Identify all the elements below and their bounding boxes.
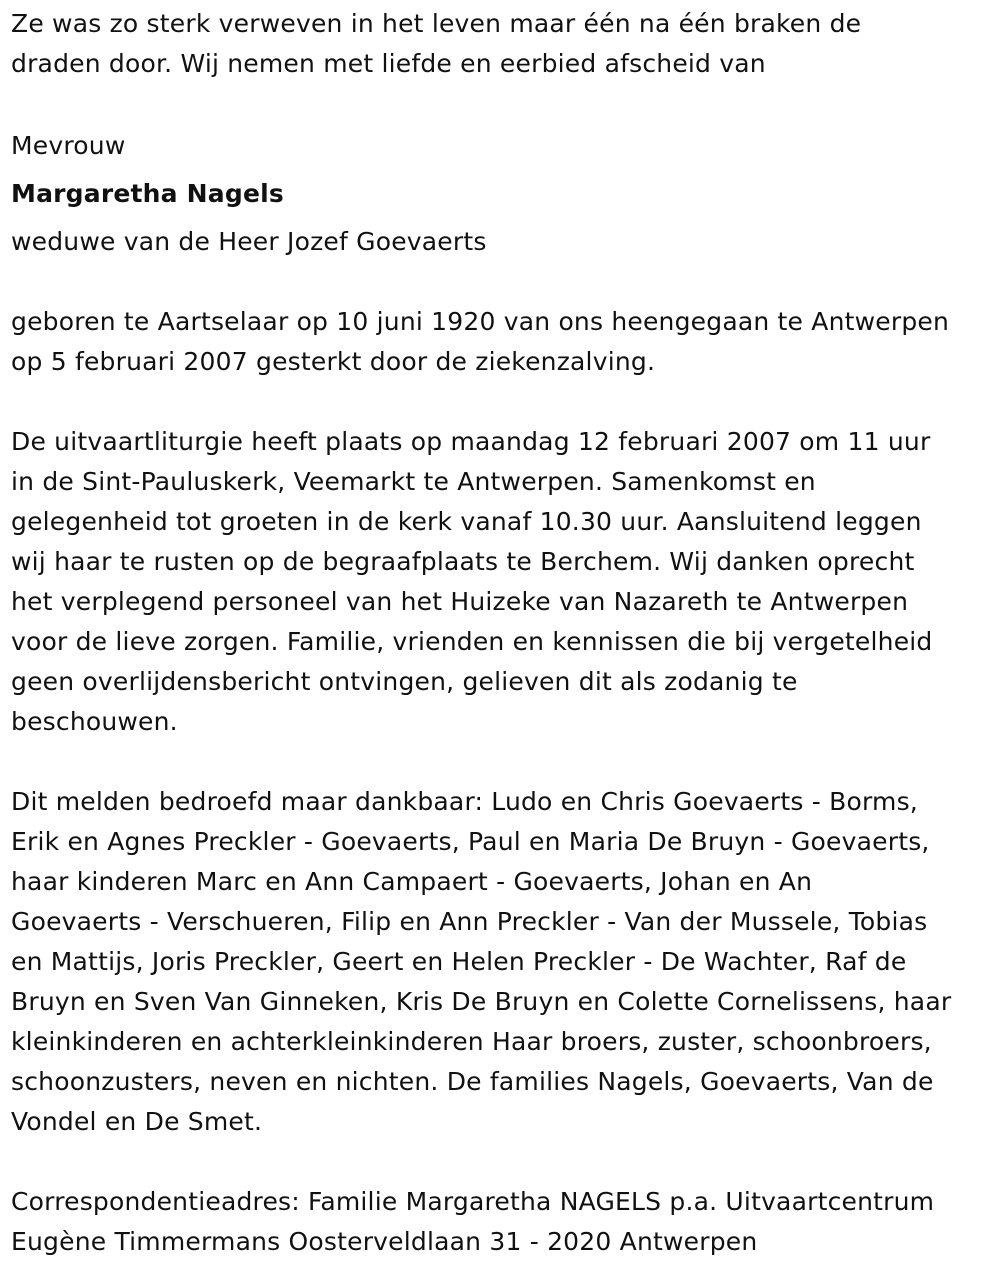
liturgy-line: De uitvaartliturgie heeft plaats op maandag 12 februari 2007 om 11 uur	[11, 427, 931, 456]
family-line: Dit melden bedroefd maar dankbaar: Ludo en Chris Goevaerts - Borms,	[11, 787, 918, 816]
liturgy-line: beschouwen.	[11, 707, 178, 736]
birth-death-paragraph	[11, 302, 949, 382]
address-line: Correspondentieadres: Familie Margaretha NAGELS p.a. Uitvaartcentrum	[11, 1187, 935, 1216]
deceased-name-text: Margaretha Nagels	[11, 179, 284, 208]
deceased-name	[11, 174, 284, 214]
salutation	[11, 126, 125, 166]
widow-text: weduwe van de Heer Jozef Goevaerts	[11, 227, 487, 256]
intro-paragraph	[11, 4, 861, 84]
family-line: en Mattijs, Joris Preckler, Geert en Helen Preckler - De Wachter, Raf de	[11, 947, 907, 976]
liturgy-line: voor de lieve zorgen. Familie, vrienden en kennissen die bij vergetelheid	[11, 627, 933, 656]
intro-line: Ze was zo sterk verweven in het leven maar één na één braken de	[11, 9, 862, 38]
family-line: schoonzusters, neven en nichten. De families Nagels, Goevaerts, Van de	[11, 1067, 934, 1096]
liturgy-paragraph	[11, 422, 933, 742]
liturgy-line: geen overlijdensbericht ontvingen, gelieven dit als zodanig te	[11, 667, 798, 696]
liturgy-line: in de Sint-Pauluskerk, Veemarkt te Antwerpen. Samenkomst en	[11, 467, 816, 496]
widow-line	[11, 222, 487, 262]
salutation-text: Mevrouw	[11, 131, 126, 160]
family-line: kleinkinderen en achterkleinkinderen Haar broers, zuster, schoonbroers,	[11, 1027, 932, 1056]
correspondence-address	[11, 1182, 934, 1262]
address-line: Eugène Timmermans Oosterveldlaan 31 - 2020 Antwerpen	[11, 1227, 758, 1256]
family-paragraph	[11, 782, 951, 1142]
intro-line: draden door. Wij nemen met liefde en eerbied afscheid van	[11, 49, 766, 78]
family-line: Goevaerts - Verschueren, Filip en Ann Preckler - Van der Mussele, Tobias	[11, 907, 928, 936]
family-line: Bruyn en Sven Van Ginneken, Kris De Bruyn en Colette Cornelissens, haar	[11, 987, 952, 1016]
family-line: Vondel en De Smet.	[11, 1107, 263, 1136]
liturgy-line: gelegenheid tot groeten in de kerk vanaf 10.30 uur. Aansluitend leggen	[11, 507, 922, 536]
family-line: Erik en Agnes Preckler - Goevaerts, Paul en Maria De Bruyn - Goevaerts,	[11, 827, 930, 856]
liturgy-line: het verplegend personeel van het Huizeke van Nazareth te Antwerpen	[11, 587, 909, 616]
liturgy-line: wij haar te rusten op de begraafplaats te Berchem. Wij danken oprecht	[11, 547, 915, 576]
birth-death-line: geboren te Aartselaar op 10 juni 1920 van ons heengegaan te Antwerpen	[11, 307, 950, 336]
family-line: haar kinderen Marc en Ann Campaert - Goevaerts, Johan en An	[11, 867, 813, 896]
birth-death-line: op 5 februari 2007 gesterkt door de ziekenzalving.	[11, 347, 656, 376]
